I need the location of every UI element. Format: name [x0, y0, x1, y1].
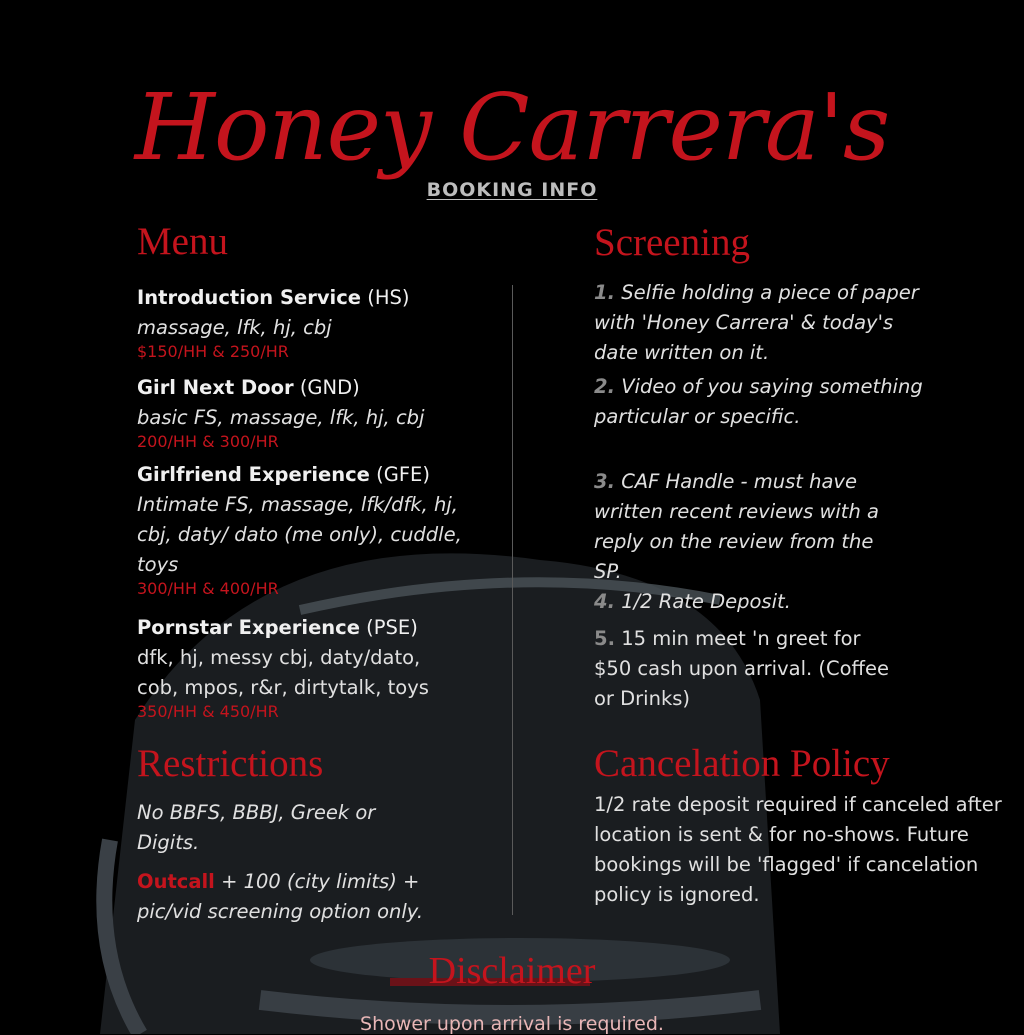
screening-item-text: Selfie holding a piece of paper with 'Honey Carrera' & today's date written on it. — [594, 281, 919, 364]
menu-item-title — [137, 283, 497, 313]
menu-item-abbr: (HS) — [367, 286, 410, 309]
screening-item-number: 2. — [594, 375, 615, 398]
menu-item-desc: basic FS, massage, lfk, hj, cbj — [137, 406, 425, 429]
menu-item-desc: Intimate FS, massage, lfk/dfk, hj, cbj, daty/ dato (me only), cuddle, toys — [137, 493, 462, 576]
menu-heading: Menu — [137, 220, 228, 263]
screening-item-3 — [594, 467, 904, 587]
outcall-label: Outcall — [137, 870, 215, 893]
screening-item-4 — [594, 587, 924, 617]
screening-item-number: 1. — [594, 281, 615, 304]
menu-item-price: 200/HH & 300/HR — [137, 432, 279, 451]
screening-item-1 — [594, 278, 924, 368]
menu-item-name: Girlfriend Experience — [137, 463, 370, 486]
menu-item-title — [137, 460, 467, 490]
column-divider — [512, 285, 513, 915]
menu-item-name: Pornstar Experience — [137, 616, 360, 639]
menu-item-price: $150/HH & 250/HR — [137, 342, 289, 361]
menu-item-hs — [137, 283, 497, 361]
menu-item-name: Introduction Service — [137, 286, 362, 309]
disclaimer-text: Shower upon arrival is required. — [360, 1013, 664, 1035]
menu-item-title — [137, 373, 497, 403]
booking-info-subtitle: BOOKING INFO — [426, 179, 598, 201]
screening-item-number: 5. — [594, 627, 615, 650]
restrictions-text: No BBFS, BBBJ, Greek or Digits. — [137, 801, 376, 854]
screening-heading: Screening — [594, 221, 750, 264]
menu-item-pse — [137, 613, 457, 721]
menu-item-abbr: (GFE) — [376, 463, 430, 486]
menu-item-abbr: (GND) — [299, 376, 360, 399]
brand-title: Honey Carrera's — [134, 74, 890, 181]
menu-item-title — [137, 613, 457, 643]
restrictions-heading: Restrictions — [137, 742, 324, 785]
screening-item-text: 1/2 Rate Deposit. — [621, 590, 791, 613]
menu-item-name: Girl Next Door — [137, 376, 294, 399]
menu-item-gfe — [137, 460, 467, 598]
disclaimer-heading: Disclaimer — [428, 950, 596, 992]
screening-item-number: 4. — [594, 590, 615, 613]
outcall-text: + 100 (city limits) + pic/vid screening option only. — [137, 870, 424, 923]
screening-item-2 — [594, 372, 924, 432]
screening-item-number: 3. — [594, 470, 615, 493]
menu-item-gnd — [137, 373, 497, 451]
menu-item-desc: dfk, hj, messy cbj, daty/dato, cob, mpos, r&r, dirtytalk, toys — [137, 646, 429, 699]
menu-item-price: 350/HH & 450/HR — [137, 702, 279, 721]
outcall-note — [137, 867, 447, 927]
screening-item-text: 15 min meet 'n greet for $50 cash upon arrival. (Coffee or Drinks) — [594, 627, 889, 710]
screening-item-text: CAF Handle - must have written recent reviews with a reply on the review from the SP. — [594, 470, 879, 583]
cancelation-heading: Cancelation Policy — [594, 742, 890, 785]
screening-item-5 — [594, 624, 894, 714]
screening-item-text: Video of you saying something particular or specific. — [594, 375, 923, 428]
menu-item-abbr: (PSE) — [366, 616, 418, 639]
menu-item-desc: massage, lfk, hj, cbj — [137, 316, 332, 339]
menu-item-price: 300/HH & 400/HR — [137, 579, 279, 598]
cancelation-text: 1/2 rate deposit required if canceled after location is sent & for no-shows. Future bookings will be 'flagged' if cancelation policy is ignored. — [594, 793, 1002, 906]
